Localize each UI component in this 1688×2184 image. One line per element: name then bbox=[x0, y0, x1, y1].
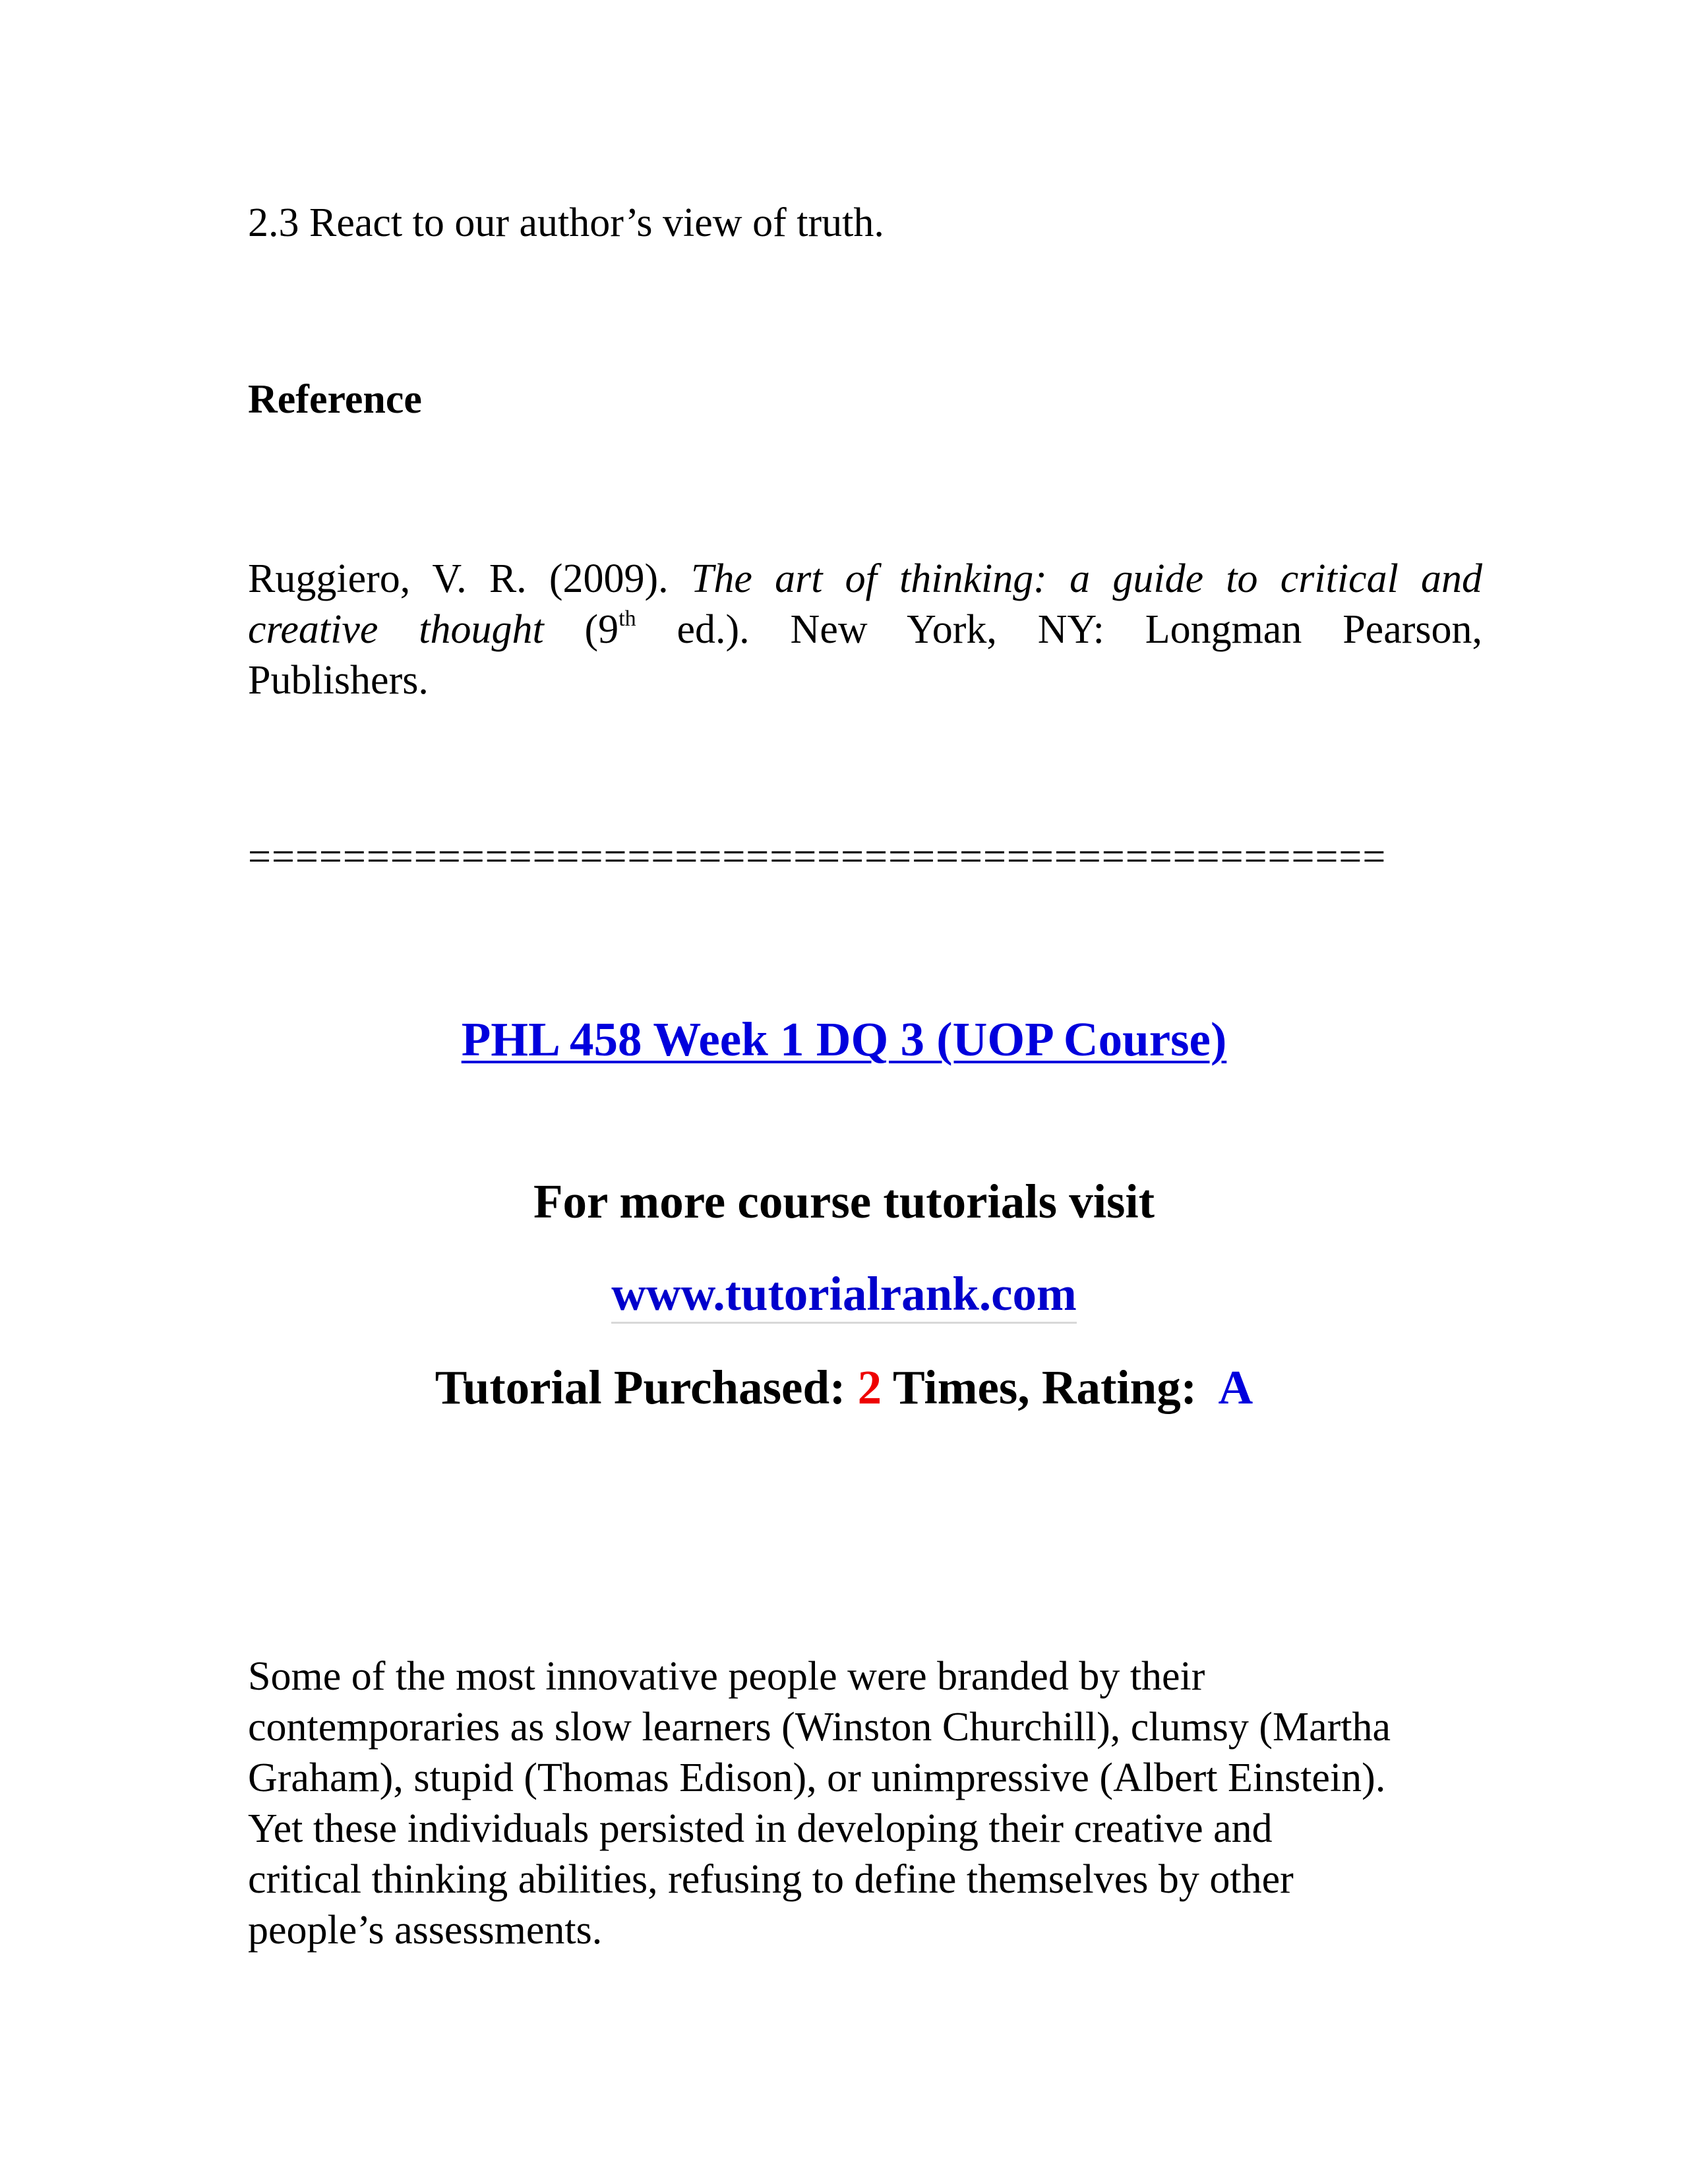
website-line bbox=[0, 1264, 1688, 1324]
citation-title-part1: The art of thinking: a guide to critical and bbox=[690, 556, 1482, 601]
more-tutorials-text: For more course tutorials visit bbox=[533, 1175, 1155, 1228]
course-title-link[interactable]: PHL 458 Week 1 DQ 3 (UOP Course) bbox=[461, 1013, 1227, 1066]
reference-heading: Reference bbox=[248, 377, 422, 422]
citation-line-3: Publishers. bbox=[248, 658, 429, 703]
question-text: 2.3 React to our author’s view of truth. bbox=[248, 200, 884, 245]
citation-edition-open: (9 bbox=[543, 607, 619, 652]
purchased-label: Tutorial Purchased: bbox=[435, 1361, 858, 1414]
purchase-rating-line bbox=[0, 1358, 1688, 1417]
purchased-count: 2 bbox=[857, 1361, 882, 1414]
body-line: Graham), stupid (Thomas Edison), or unimpressive (Albert Einstein). bbox=[248, 1756, 1386, 1800]
citation-title-part2: creative thought bbox=[248, 607, 544, 652]
body-line: critical thinking abilities, refusing to define themselves by other bbox=[248, 1857, 1294, 1902]
body-line: contemporaries as slow learners (Winston Churchill), clumsy (Martha bbox=[248, 1705, 1391, 1750]
course-title bbox=[0, 1010, 1688, 1069]
website-link[interactable]: www.tutorialrank.com bbox=[611, 1267, 1077, 1324]
citation-author: Ruggiero, V. R. (2009). bbox=[248, 556, 691, 601]
reference-citation bbox=[248, 554, 1482, 706]
body-line: Yet these individuals persisted in developing their creative and bbox=[248, 1806, 1273, 1851]
body-line: Some of the most innovative people were branded by their bbox=[248, 1654, 1205, 1699]
body-paragraph bbox=[248, 1651, 1482, 1956]
citation-line-1 bbox=[248, 554, 1482, 605]
times-rating-label: Times, Rating: bbox=[882, 1361, 1219, 1414]
citation-line-2 bbox=[248, 605, 1482, 655]
body-line: people’s assessments. bbox=[248, 1908, 603, 1953]
citation-edition-sup: th bbox=[618, 606, 636, 631]
rating-value: A bbox=[1218, 1361, 1253, 1414]
divider-line: ================================================ bbox=[248, 835, 1387, 879]
citation-edition-close: ed.). New York, NY: Longman Pearson, bbox=[636, 607, 1482, 652]
